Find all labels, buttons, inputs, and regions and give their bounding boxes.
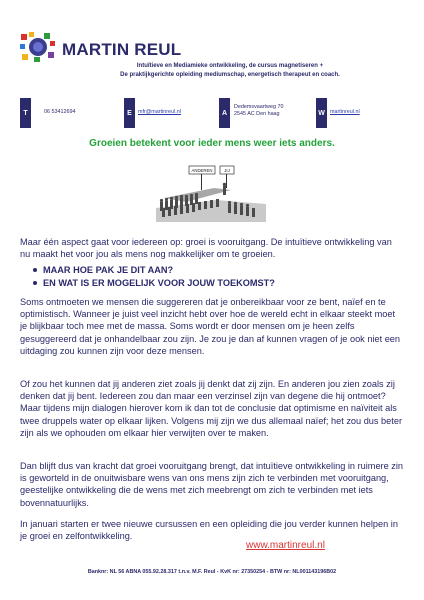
paragraph-3: Of zou het kunnen dat jij anderen ziet zoals jij denkt dat zij zijn. En anderen jou zien zoals zij denken dat jij bent. Iedereen zou dan maar een verzinsel zijn van degene die hij ontmoet? Maar tijdens mijn dialogen hierover kom ik dan tot de conclusie dat optimisme en naïviteit als twee druppels water op elkaar lijken. Volgens mij zijn we dus allemaal naïef; het zou dus beter zijn als we ophouden om elkaar hier verwijten over te maken. [20, 379, 403, 438]
sign-others: ANDEREN [191, 168, 213, 173]
address-line-1: Dedemsvaartweg 70 [234, 104, 284, 110]
brand-name: MARTIN REUL [62, 40, 182, 59]
footer-bank-details: Banknr: NL 56 ABNA 055.92.28.317 t.n.v. M.F. Reul - KvK nr: 27350254 - BTW nr: NL001143196B02 [87, 569, 337, 575]
paragraph-5: In januari starten er twee nieuwe cursussen en een opleiding die jou verder kunnen helpen in je groei en zelfontwikkeling. [20, 519, 398, 542]
bullet-item: EN WAT IS ER MOGELIJK VOOR JOUW TOEKOMST? [33, 277, 403, 290]
phone-label-box: T [20, 98, 31, 128]
phone-number: 06 53412694 [44, 109, 76, 115]
web-label-box: W [316, 98, 327, 128]
sign-you: JIJ [224, 168, 230, 173]
tagline-line-2: De praktijkgerichte opleiding mediumschap, energetisch therapeut en coach. [120, 72, 340, 78]
logo-icon [20, 32, 56, 62]
paragraph-4: Dan blijft dus van kracht dat groei vooruitgang brengt, dat intuïtieve ontwikkeling in ruimere zin is geworteld in de onuitwisbare wens van ons mens zijn zich te verbinden met vooruitgang, geestelijke ontwikkeling die de wens met zich meebrengt om zich te verbinden met iets bovennatuurlijks. [20, 461, 404, 508]
email-link[interactable]: mfr@martinreul.nl [138, 109, 181, 115]
website-link[interactable]: www.martinreul.nl [246, 540, 325, 551]
headline: Groeien betekent voor ieder mens weer iets anders. [89, 138, 335, 149]
crowd-cartoon-image [156, 158, 266, 222]
email-label-box: E [124, 98, 135, 128]
tagline-line-1: Intuïtieve en Mediamieke ontwikkeling, de cursus magnetiseren + [136, 63, 324, 69]
contact-bar [20, 98, 404, 128]
bullet-list [33, 264, 403, 289]
paragraph-2: Soms ontmoeten we mensen die suggereren dat je onbereikbaar voor ze bent, naïef en te optimistisch. Wanneer je juist veel inzicht hebt over hoe de wereld echt in elkaar steekt moet je blijkbaar toch mee met de massa. Soms wordt er door mensen om je heen zelfs gesuggereerd dat je onhandelbaar zou zijn. Je zou je dan af kunnen vragen of je ook niet een uitdaging zou kunnen zijn voor deze mensen. [20, 297, 401, 356]
paragraph-intro: Maar één aspect gaat voor iedereen op: groei is vooruitgang. De intuïtieve ontwikkeling van nu maakt het voor jou als mens nog makkelijker om te groeien. [20, 237, 392, 260]
address-line-2: 2545 AC Den haag [234, 111, 280, 117]
address [234, 104, 283, 118]
bullet-item: MAAR HOE PAK JE DIT AAN? [33, 264, 403, 277]
address-label-box: A [219, 98, 230, 128]
web-link[interactable]: martinreul.nl [330, 109, 360, 115]
